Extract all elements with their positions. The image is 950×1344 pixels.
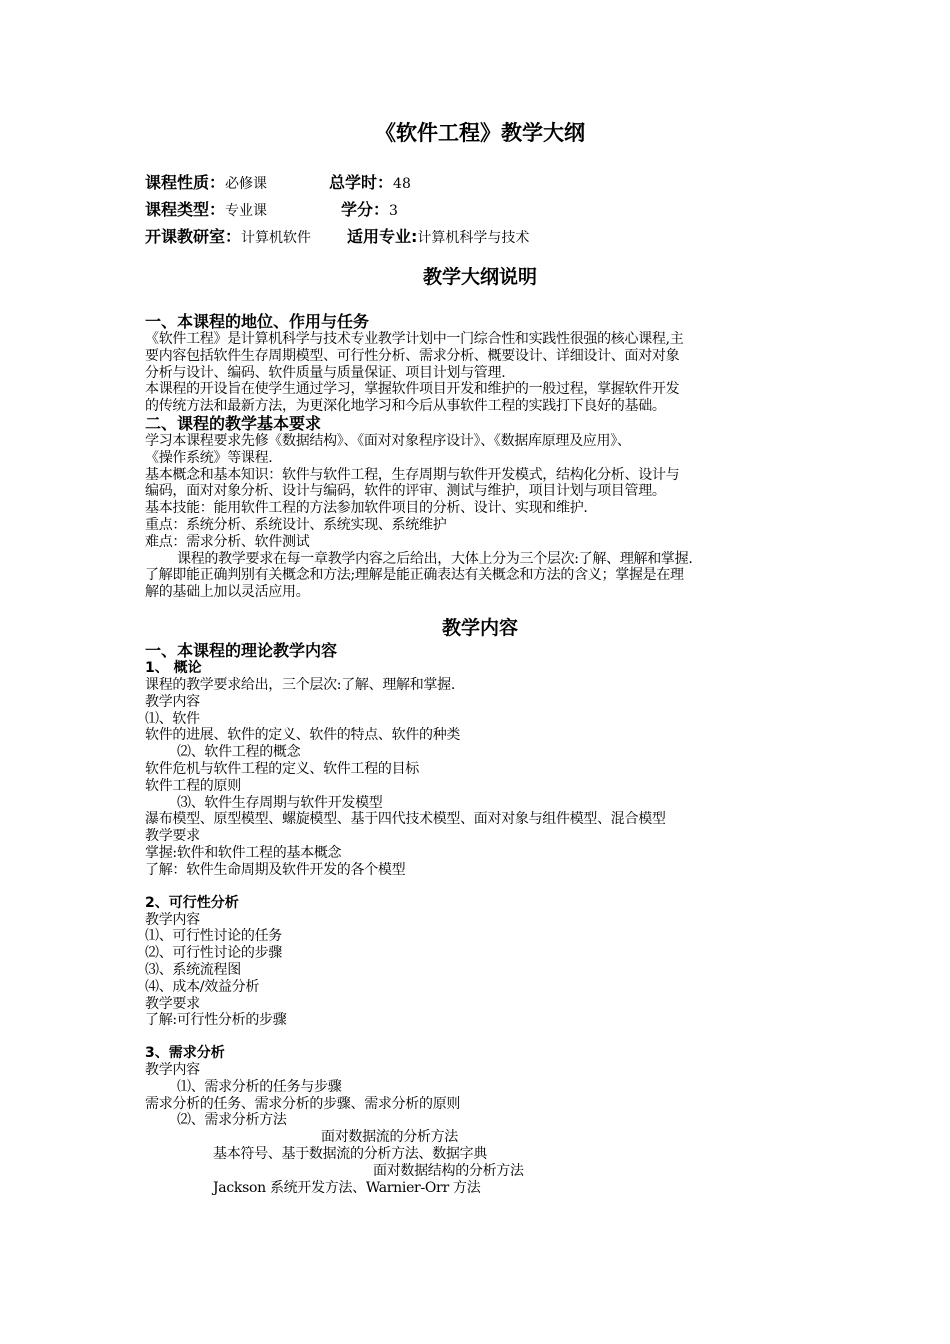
major-label: 适用专业: bbox=[347, 227, 418, 246]
paragraph-line: 课程的教学要求在每一章教学内容之后给出，大体上分为三个层次:了解、理解和掌握. bbox=[177, 550, 693, 567]
list-item: ⑵、需求分析方法 bbox=[177, 1112, 287, 1129]
part2-body bbox=[145, 433, 815, 601]
document-title: 《软件工程》教学大纲 bbox=[375, 121, 585, 145]
list-item: 教学内容 bbox=[145, 693, 200, 710]
paragraph-line: 的传统方法和最新方法，为更深化地学习和今后从事软件工程的实践打下良好的基础。 bbox=[145, 398, 666, 415]
paragraph-line: 编码，面对对象分析、设计与编码，软件的评审、测试与维护，项目计划与项目管理。 bbox=[145, 483, 666, 500]
list-item: 软件危机与软件工程的定义、软件工程的目标 bbox=[145, 760, 419, 777]
list-item: 基本符号、基于数据流的分析方法、数据字典 bbox=[213, 1146, 487, 1163]
paragraph-line: 本课程的开设旨在使学生通过学习，掌握软件项目开发和维护的一般过程，掌握软件开发 bbox=[145, 381, 680, 398]
course-nature-label: 课程性质： bbox=[145, 173, 226, 192]
list-item: 掌握:软件和软件工程的基本概念 bbox=[145, 844, 342, 861]
paragraph-line: 重点：系统分析、系统设计、系统实现、系统维护 bbox=[145, 516, 447, 533]
course-nature-value: 必修课 bbox=[225, 176, 268, 192]
part1-heading: 一、本课程的地位、作用与任务 bbox=[145, 312, 370, 331]
chapter2-body bbox=[145, 912, 815, 1030]
chapter1-heading: 1、 概论 bbox=[145, 659, 202, 676]
list-item: 软件的进展、软件的定义、软件的特点、软件的种类 bbox=[145, 727, 461, 744]
paragraph-line: 基本技能：能用软件工程的方法参加软件项目的分析、设计、实现和维护. bbox=[145, 500, 588, 517]
theory-heading: 一、本课程的理论教学内容 bbox=[145, 640, 338, 660]
list-item: ⑵、软件工程的概念 bbox=[177, 744, 301, 761]
list-item: ⑴、需求分析的任务与步骤 bbox=[177, 1078, 342, 1095]
list-item: 课程的教学要求给出，三个层次:了解、理解和掌握. bbox=[145, 676, 455, 693]
meta-row-2 bbox=[145, 197, 815, 224]
list-item: 教学内容 bbox=[145, 911, 200, 928]
part1-body bbox=[145, 331, 815, 415]
paragraph-line: 基本概念和基本知识：软件与软件工程，生存周期与软件开发模式，结构化分析、设计与 bbox=[145, 466, 680, 483]
list-item: 教学要求 bbox=[145, 995, 200, 1012]
list-item: 软件工程的原则 bbox=[145, 777, 241, 794]
credit-label: 学分： bbox=[341, 200, 390, 219]
list-item: ⑴、可行性讨论的任务 bbox=[145, 928, 282, 945]
list-item: 瀑布模型、原型模型、螺旋模型、基于四代技术模型、面对对象与组件模型、混合模型 bbox=[145, 811, 666, 828]
total-hours-label: 总学时： bbox=[329, 173, 394, 192]
major-value: 计算机科学与技术 bbox=[417, 230, 530, 246]
course-type-value: 专业课 bbox=[225, 203, 268, 219]
paragraph-line: 学习本课程要求先修《数据结构》、《面对对象程序设计》、《数据库原理及应用》、 bbox=[145, 432, 631, 449]
list-item: 面对数据流的分析方法 bbox=[321, 1129, 458, 1146]
total-hours-value: 48 bbox=[393, 176, 411, 192]
list-item: ⑶、软件生存周期与软件开发模型 bbox=[177, 794, 383, 811]
paragraph-line: 《操作系统》等课程. bbox=[145, 449, 273, 466]
department-value: 计算机软件 bbox=[241, 230, 312, 246]
chapter3-body bbox=[145, 1062, 815, 1196]
paragraph-line: 分析与设计、编码、软件质量与质量保证、项目计划与管理. bbox=[145, 364, 506, 381]
list-item: ⑴、软件 bbox=[145, 710, 200, 727]
list-item: 教学要求 bbox=[145, 828, 200, 845]
list-item: Jackson 系统开发方法、Warnier-Orr 方法 bbox=[213, 1179, 481, 1196]
credit-value: 3 bbox=[389, 203, 398, 219]
section-heading-content: 教学内容 bbox=[441, 616, 518, 639]
part2-heading: 二、课程的教学基本要求 bbox=[145, 413, 322, 433]
list-item: ⑷、成本/效益分析 bbox=[145, 978, 260, 995]
paragraph-line: 要内容包括软件生存周期模型、可行性分析、需求分析、概要设计、详细设计、面对对象 bbox=[145, 347, 680, 364]
section-heading-description: 教学大纲说明 bbox=[422, 266, 537, 288]
paragraph-line: 了解即能正确判别有关概念和方法;理解是能正确表达有关概念和方法的含义；掌握是在理 bbox=[145, 567, 684, 584]
chapter3-heading: 3、需求分析 bbox=[145, 1045, 225, 1062]
chapter2-heading: 2、可行性分析 bbox=[145, 894, 239, 911]
department-label: 开课教研室： bbox=[145, 227, 242, 246]
list-item: 面对数据结构的分析方法 bbox=[373, 1162, 524, 1179]
list-item: ⑶、系统流程图 bbox=[145, 961, 241, 978]
list-item: 了解:可行性分析的步骤 bbox=[145, 1012, 287, 1029]
course-meta bbox=[145, 170, 815, 251]
list-item: 教学内容 bbox=[145, 1062, 200, 1079]
list-item: ⑵、可行性讨论的步骤 bbox=[145, 945, 282, 962]
meta-row-3 bbox=[145, 224, 815, 251]
course-type-label: 课程类型： bbox=[145, 200, 226, 219]
chapter1-body bbox=[145, 677, 815, 879]
paragraph-line: 难点：需求分析、软件测试 bbox=[145, 533, 310, 550]
list-item: 了解：软件生命周期及软件开发的各个模型 bbox=[145, 861, 406, 878]
paragraph-line: 解的基础上加以灵活应用。 bbox=[145, 584, 310, 601]
document-page bbox=[145, 118, 815, 1196]
list-item: 需求分析的任务、需求分析的步骤、需求分析的原则 bbox=[145, 1095, 461, 1112]
meta-row-1 bbox=[145, 170, 815, 197]
paragraph-line: 《软件工程》是计算机科学与技术专业教学计划中一门综合性和实践性很强的核心课程,主 bbox=[145, 331, 684, 347]
